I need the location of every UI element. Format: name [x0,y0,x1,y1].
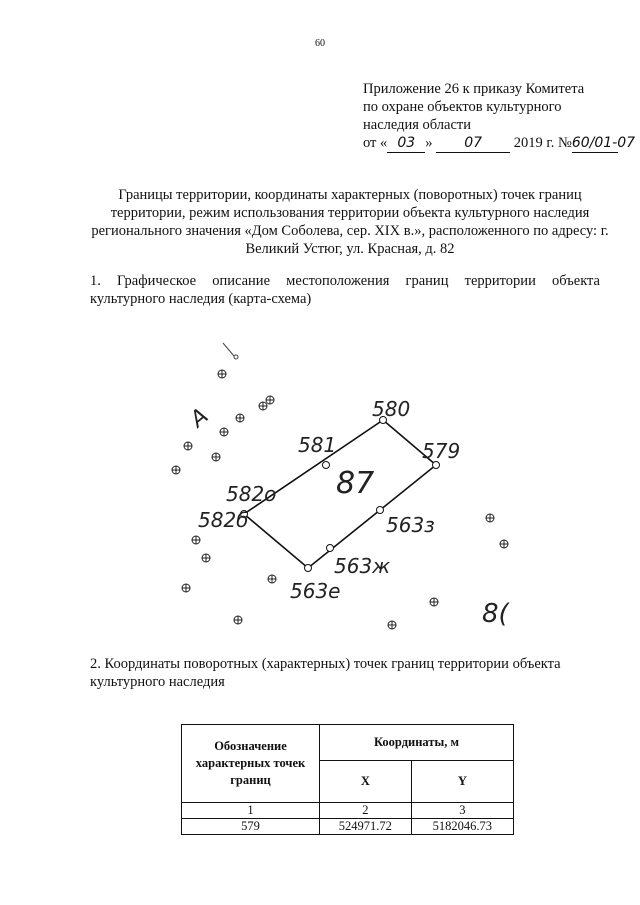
cell-point: 579 [182,819,320,835]
map-label-580: 580 [372,397,411,421]
table-row-numbering [182,803,514,819]
page-number: 60 [315,38,325,49]
boundary-point-563e [305,565,312,572]
map-label-563e: 563е [290,579,341,603]
cell-y: 5182046.73 [411,819,513,835]
header-coordinates: Координаты, м [320,725,514,761]
header-point-designation: Обозначение характерных точек границ [182,725,320,803]
order-number: 60/01-07 [571,135,636,151]
map-label-579: 579 [422,439,461,463]
map-label-563zh: 563ж [334,554,391,578]
col-number-1: 1 [182,803,320,819]
section-2-heading: 2. Координаты поворотных (характерных) точек границ территории объекта культурного наследия [90,656,561,690]
col-number-2: 2 [320,803,412,819]
date-day: 03 [387,134,425,153]
appendix-line-1: Приложение 26 к приказу Комитета [363,81,585,97]
header-x: X [320,761,412,803]
date-prefix: от « [363,135,388,151]
appendix-date-line [363,134,636,153]
appendix-header [363,80,636,153]
parcel-label: 87 [336,466,375,501]
map-label-582o: 582о [226,482,277,506]
appendix-line-2: по охране объектов культурного [363,99,562,115]
date-quote-close: » [425,135,433,151]
date-month: 07 [436,134,510,153]
date-year: 2019 г. № [513,135,572,151]
map-label-581: 581 [298,433,337,457]
document-title: Границы территории, координаты характерных (поворотных) точек границ территории, режим использования территории объекта культурного наследия регионального значения «Дом Соболева, сер. XIX в.», расположенного по адресу: г. Великий Устюг, ул. Красная, д. 82 [91,187,609,257]
map-label-8: 8( [482,599,509,629]
map-label-563z: 563з [386,513,435,537]
coordinates-table [181,724,514,835]
section-1-heading: 1. Графическое описание местоположения границ территории объекта культурного наследия (карта-схема) [90,273,600,307]
appendix-line-3: наследия области [363,117,472,133]
boundary-map [160,330,520,630]
col-number-3: 3 [411,803,513,819]
table-row [182,819,514,835]
cell-x: 524971.72 [320,819,412,835]
boundary-point-563z [377,507,384,514]
boundary-point-563zh [327,545,334,552]
header-y: Y [411,761,513,803]
boundary-point-581 [323,462,330,469]
map-label-a: А [185,403,214,433]
map-label-582b: 582б [198,508,249,532]
